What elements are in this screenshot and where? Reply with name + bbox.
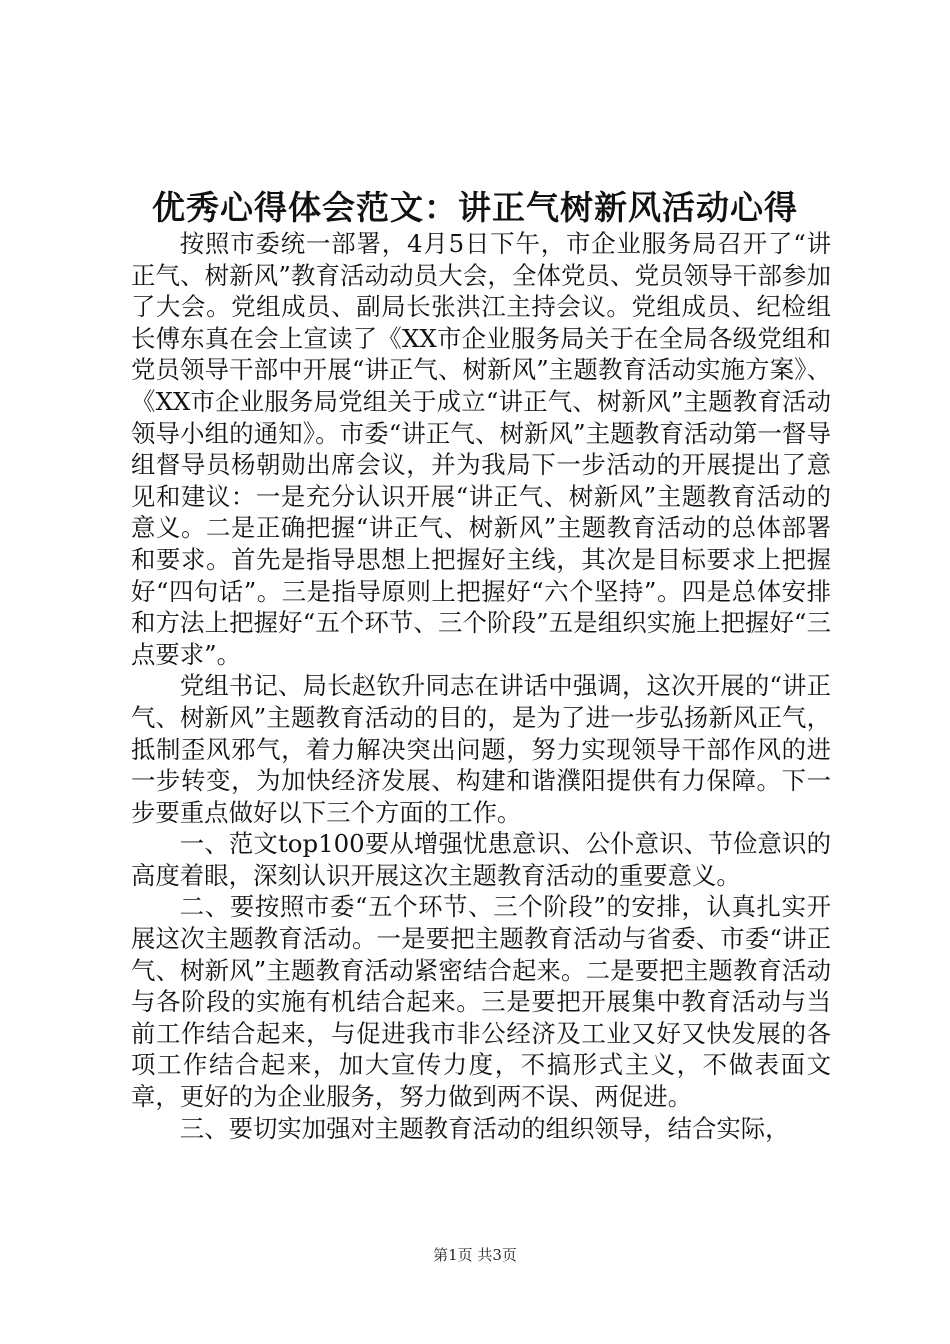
document-body xyxy=(131,228,831,1144)
document-title: 优秀心得体会范文：讲正气树新风活动心得 xyxy=(152,188,798,227)
paragraph: 二、要按照市委“五个环节、三个阶段”的安排，认真扎实开展这次主题教育活动。一是要把主题教育活动与省委、市委“讲正气、树新风”主题教育活动紧密结合起来。二是要把主题教育活动与各阶段的实施有机结合起来。三是要把开展集中教育活动与当前工作结合起来，与促进我市非公经济及工业又好又快发展的各项工作结合起来，加大宣传力度，不搞形式主义，不做表面文章，更好的为企业服务，努力做到两不误、两促进。 xyxy=(131,892,831,1112)
paragraph: 一、范文top100要从增强忧患意识、公仆意识、节俭意识的高度着眼，深刻认识开展这次主题教育活动的重要意义。 xyxy=(131,829,831,890)
page-number-footer: 第1页 共3页 xyxy=(433,1246,517,1264)
paragraph: 三、要切实加强对主题教育活动的组织领导，结合实际， xyxy=(179,1113,790,1143)
paragraph: 党组书记、局长赵钦升同志在讲话中强调，这次开展的“讲正气、树新风”主题教育活动的目的，是为了进一步弘扬新风正气，抵制歪风邪气，着力解决突出问题，努力实现领导干部作风的进一步转变，为加快经济发展、构建和谐濮阳提供有力保障。下一步要重点做好以下三个方面的工作。 xyxy=(131,671,831,827)
paragraph: 按照市委统一部署，4月5日下午，市企业服务局召开了“讲正气、树新风”教育活动动员大会，全体党员、党员领导干部参加了大会。党组成员、副局长张洪江主持会议。党组成员、纪检组长傅东真在会上宣读了《XX市企业服务局关于在全局各级党组和党员领导干部中开展“讲正气、树新风”主题教育活动实施方案》、《XX市企业服务局党组关于成立“讲正气、树新风”主题教育活动领导小组的通知》。市委“讲正气、树新风”主题教育活动第一督导组督导员杨朝勋出席会议，并为我局下一步活动的开展提出了意见和建议：一是充分认识开展“讲正气、树新风”主题教育活动的意义。二是正确把握“讲正气、树新风”主题教育活动的总体部署和要求。首先是指导思想上把握好主线，其次是目标要求上把握好“四句话”。三是指导原则上把握好“六个坚持”。四是总体安排和方法上把握好“五个环节、三个阶段”五是组织实施上把握好“三点要求”。 xyxy=(131,229,831,669)
